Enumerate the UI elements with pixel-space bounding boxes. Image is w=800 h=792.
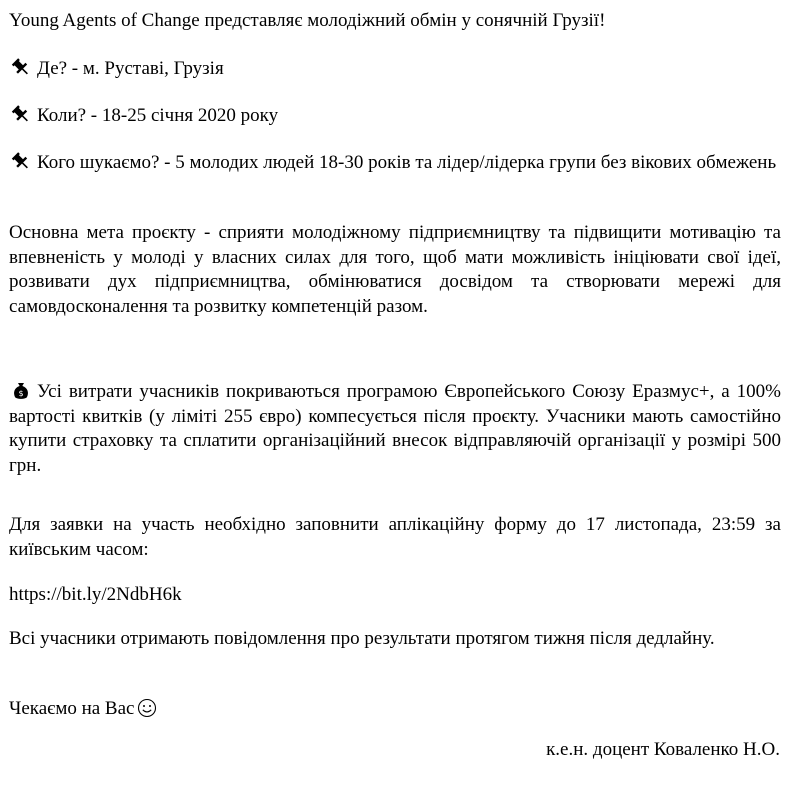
pushpin-icon bbox=[9, 152, 33, 171]
where-line bbox=[9, 57, 781, 82]
svg-text:$: $ bbox=[18, 389, 24, 399]
signature: к.е.н. доцент Коваленко Н.О. bbox=[546, 739, 780, 760]
apply-text: Для заявки на участь необхідно заповнити аплікаційну форму до 17 листопада, 23:59 за київським часом: bbox=[9, 514, 781, 560]
pushpin-icon bbox=[9, 58, 33, 77]
when-text: Коли? - 18-25 січня 2020 року bbox=[37, 105, 279, 126]
application-link[interactable]: https://bit.ly/2NdbH6k bbox=[9, 584, 182, 605]
where-text: Де? - м. Руставі, Грузія bbox=[37, 58, 224, 79]
intro-text: Young Agents of Change представляє молодіжний обмін у сонячній Грузії! bbox=[9, 10, 606, 31]
results-text: Всі учасники отримають повідомлення про результати протягом тижня після дедлайну. bbox=[9, 628, 715, 649]
when-line bbox=[9, 104, 781, 129]
closing-text: Чекаємо на Вас bbox=[9, 698, 135, 719]
costs-text: Усі витрати учасників покриваються програмою Європейського Союзу Еразмус+, а 100% вартості квитків (у ліміті 255 євро) компесується після проєкту. Учасники мають самостійно купити страховку та сплатити організаційний внесок відправляючій організації у розмірі 500 грн. bbox=[9, 381, 781, 476]
money-bag-icon bbox=[9, 381, 33, 400]
costs-line bbox=[9, 380, 781, 478]
closing-line bbox=[9, 697, 781, 722]
who-line bbox=[9, 151, 781, 176]
pushpin-icon bbox=[9, 105, 33, 124]
goal-text: Основна мета проєкту - сприяти молодіжному підприємництву та підвищити мотивацію та впевненість у молоді у власних силах для того, щоб мати можливість ініціювати свої ідеї, розвивати дух підприємництва, обмінюватися досвідом та створювати мережі для самовдосконалення та розвитку компетенцій разом. bbox=[9, 222, 781, 317]
who-text: Кого шукаємо? - 5 молодих людей 18-30 років та лідер/лідерка групи без вікових обмежень bbox=[37, 152, 777, 173]
smiley-icon bbox=[137, 698, 157, 718]
